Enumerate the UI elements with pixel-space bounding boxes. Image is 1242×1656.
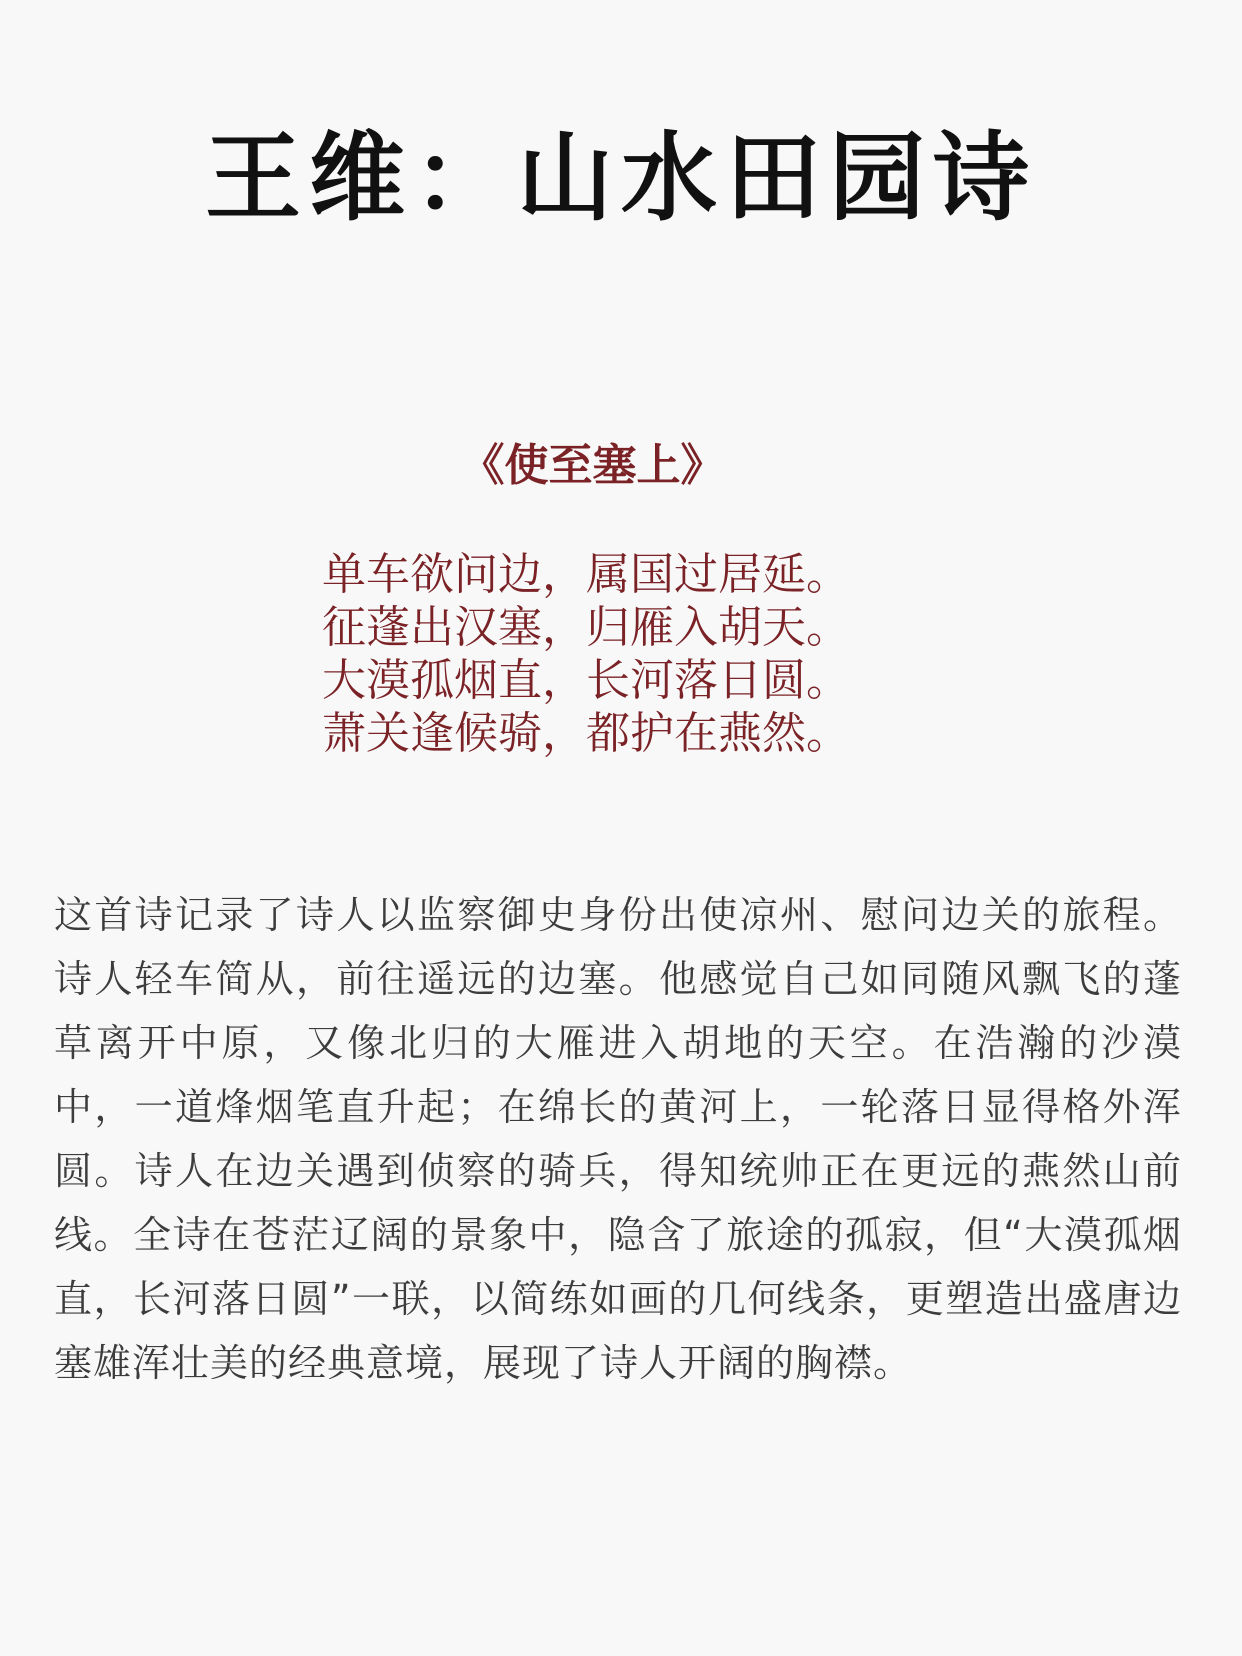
page-title: 王维：山水田园诗 (205, 122, 1037, 234)
poem-line: 萧关逢候骑，都护在燕然。 (322, 708, 850, 759)
poem-title: 《使至塞上》 (460, 440, 725, 491)
poem-description: 这首诗记录了诗人以监察御史身份出使凉州、慰问边关的旅程。诗人轻车简从，前往遥远的边塞。他感觉自己如同随风飘飞的蓬草离开中原，又像北归的大雁进入胡地的天空。在浩瀚的沙漠中，一道烽烟笔直升起；在绵长的黄河上，一轮落日显得格外浑圆。诗人在边关遇到侦察的骑兵，得知统帅正在更远的燕然山前线。全诗在苍茫辽阔的景象中，隐含了旅途的孤寂，但“大漠孤烟直，长河落日圆”一联，以简练如画的几何线条，更塑造出盛唐边塞雄浑壮美的经典意境，展现了诗人开阔的胸襟。 (54, 893, 1182, 1385)
poem-line: 征蓬出汉塞，归雁入胡天。 (322, 602, 850, 653)
poem-body (322, 548, 882, 760)
poem-line: 单车欲问边，属国过居延。 (322, 549, 850, 600)
poem-line: 大漠孤烟直，长河落日圆。 (322, 655, 850, 706)
